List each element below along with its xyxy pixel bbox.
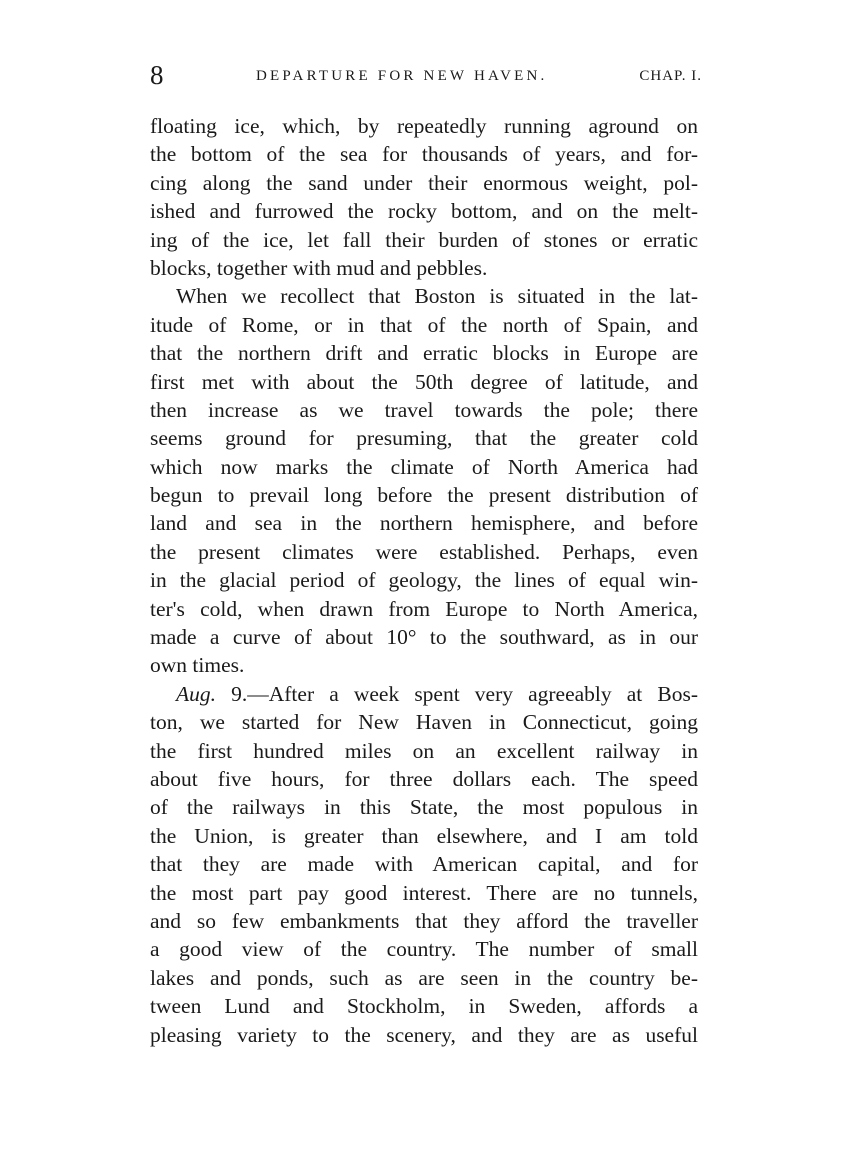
text-line: ton, we started for New Haven in Connecticut, going [150,710,698,735]
text-line: pleasing variety to the scenery, and they are as useful [150,1022,698,1047]
text-line [150,680,698,708]
text-line: made a curve of about 10° to the southward, as in our [150,625,698,650]
text-line: about five hours, for three dollars each. The speed [150,766,698,791]
chapter-mark: CHAP. I. [639,68,702,84]
text-fragment: 9.—After a week spent very agreeably at Bos- [216,681,698,706]
text-line: the bottom of the sea for thousands of years, and for- [150,142,698,167]
body-text [150,112,698,1049]
paragraph-2 [150,282,698,679]
text-line: itude of Rome, or in that of the north of Spain, and [150,312,698,337]
text-line: and so few embankments that they afford the traveller [150,908,698,933]
text-line: seems ground for presuming, that the greater cold [150,426,698,451]
text-line: then increase as we travel towards the pole; there [150,397,698,422]
text-line: a good view of the country. The number of small [150,937,698,962]
text-line: that they are made with American capital, and for [150,852,698,877]
text-line: blocks, together with mud and pebbles. [150,255,488,280]
text-line: When we recollect that Boston is situated in the lat- [176,284,698,309]
text-line: ished and furrowed the rocky bottom, and on the melt- [150,199,698,224]
text-line: ter's cold, when drawn from Europe to North America, [150,596,698,621]
running-head [150,56,702,92]
text-line: of the railways in this State, the most populous in [150,795,698,820]
text-line: ing of the ice, let fall their burden of stones or erratic [150,227,698,252]
text-line: the Union, is greater than elsewhere, and I am told [150,823,698,848]
text-line: in the glacial period of geology, the lines of equal win- [150,568,698,593]
text-line: the present climates were established. Perhaps, even [150,539,698,564]
date-label: Aug. [176,681,217,706]
text-line: the most part pay good interest. There are no tunnels, [150,880,698,905]
text-line: that the northern drift and erratic blocks in Europe are [150,341,698,366]
text-line: lakes and ponds, such as are seen in the country be- [150,965,698,990]
text-line: floating ice, which, by repeatedly running aground on [150,114,698,138]
book-page [150,56,702,1049]
text-line: which now marks the climate of North America had [150,454,698,479]
text-line: cing along the sand under their enormous weight, pol- [150,170,698,195]
text-line: land and sea in the northern hemisphere, and before [150,511,698,536]
paragraph-3 [150,680,698,1049]
text-line: first met with about the 50th degree of latitude, and [150,369,698,394]
text-line: own times. [150,653,245,678]
paragraph-1 [150,112,698,282]
text-line: begun to prevail long before the present distribution of [150,483,698,508]
running-title: DEPARTURE FOR NEW HAVEN. [256,68,548,84]
text-line: the first hundred miles on an excellent railway in [150,738,698,763]
text-line: tween Lund and Stockholm, in Sweden, affords a [150,994,698,1019]
page-number: 8 [150,60,164,90]
